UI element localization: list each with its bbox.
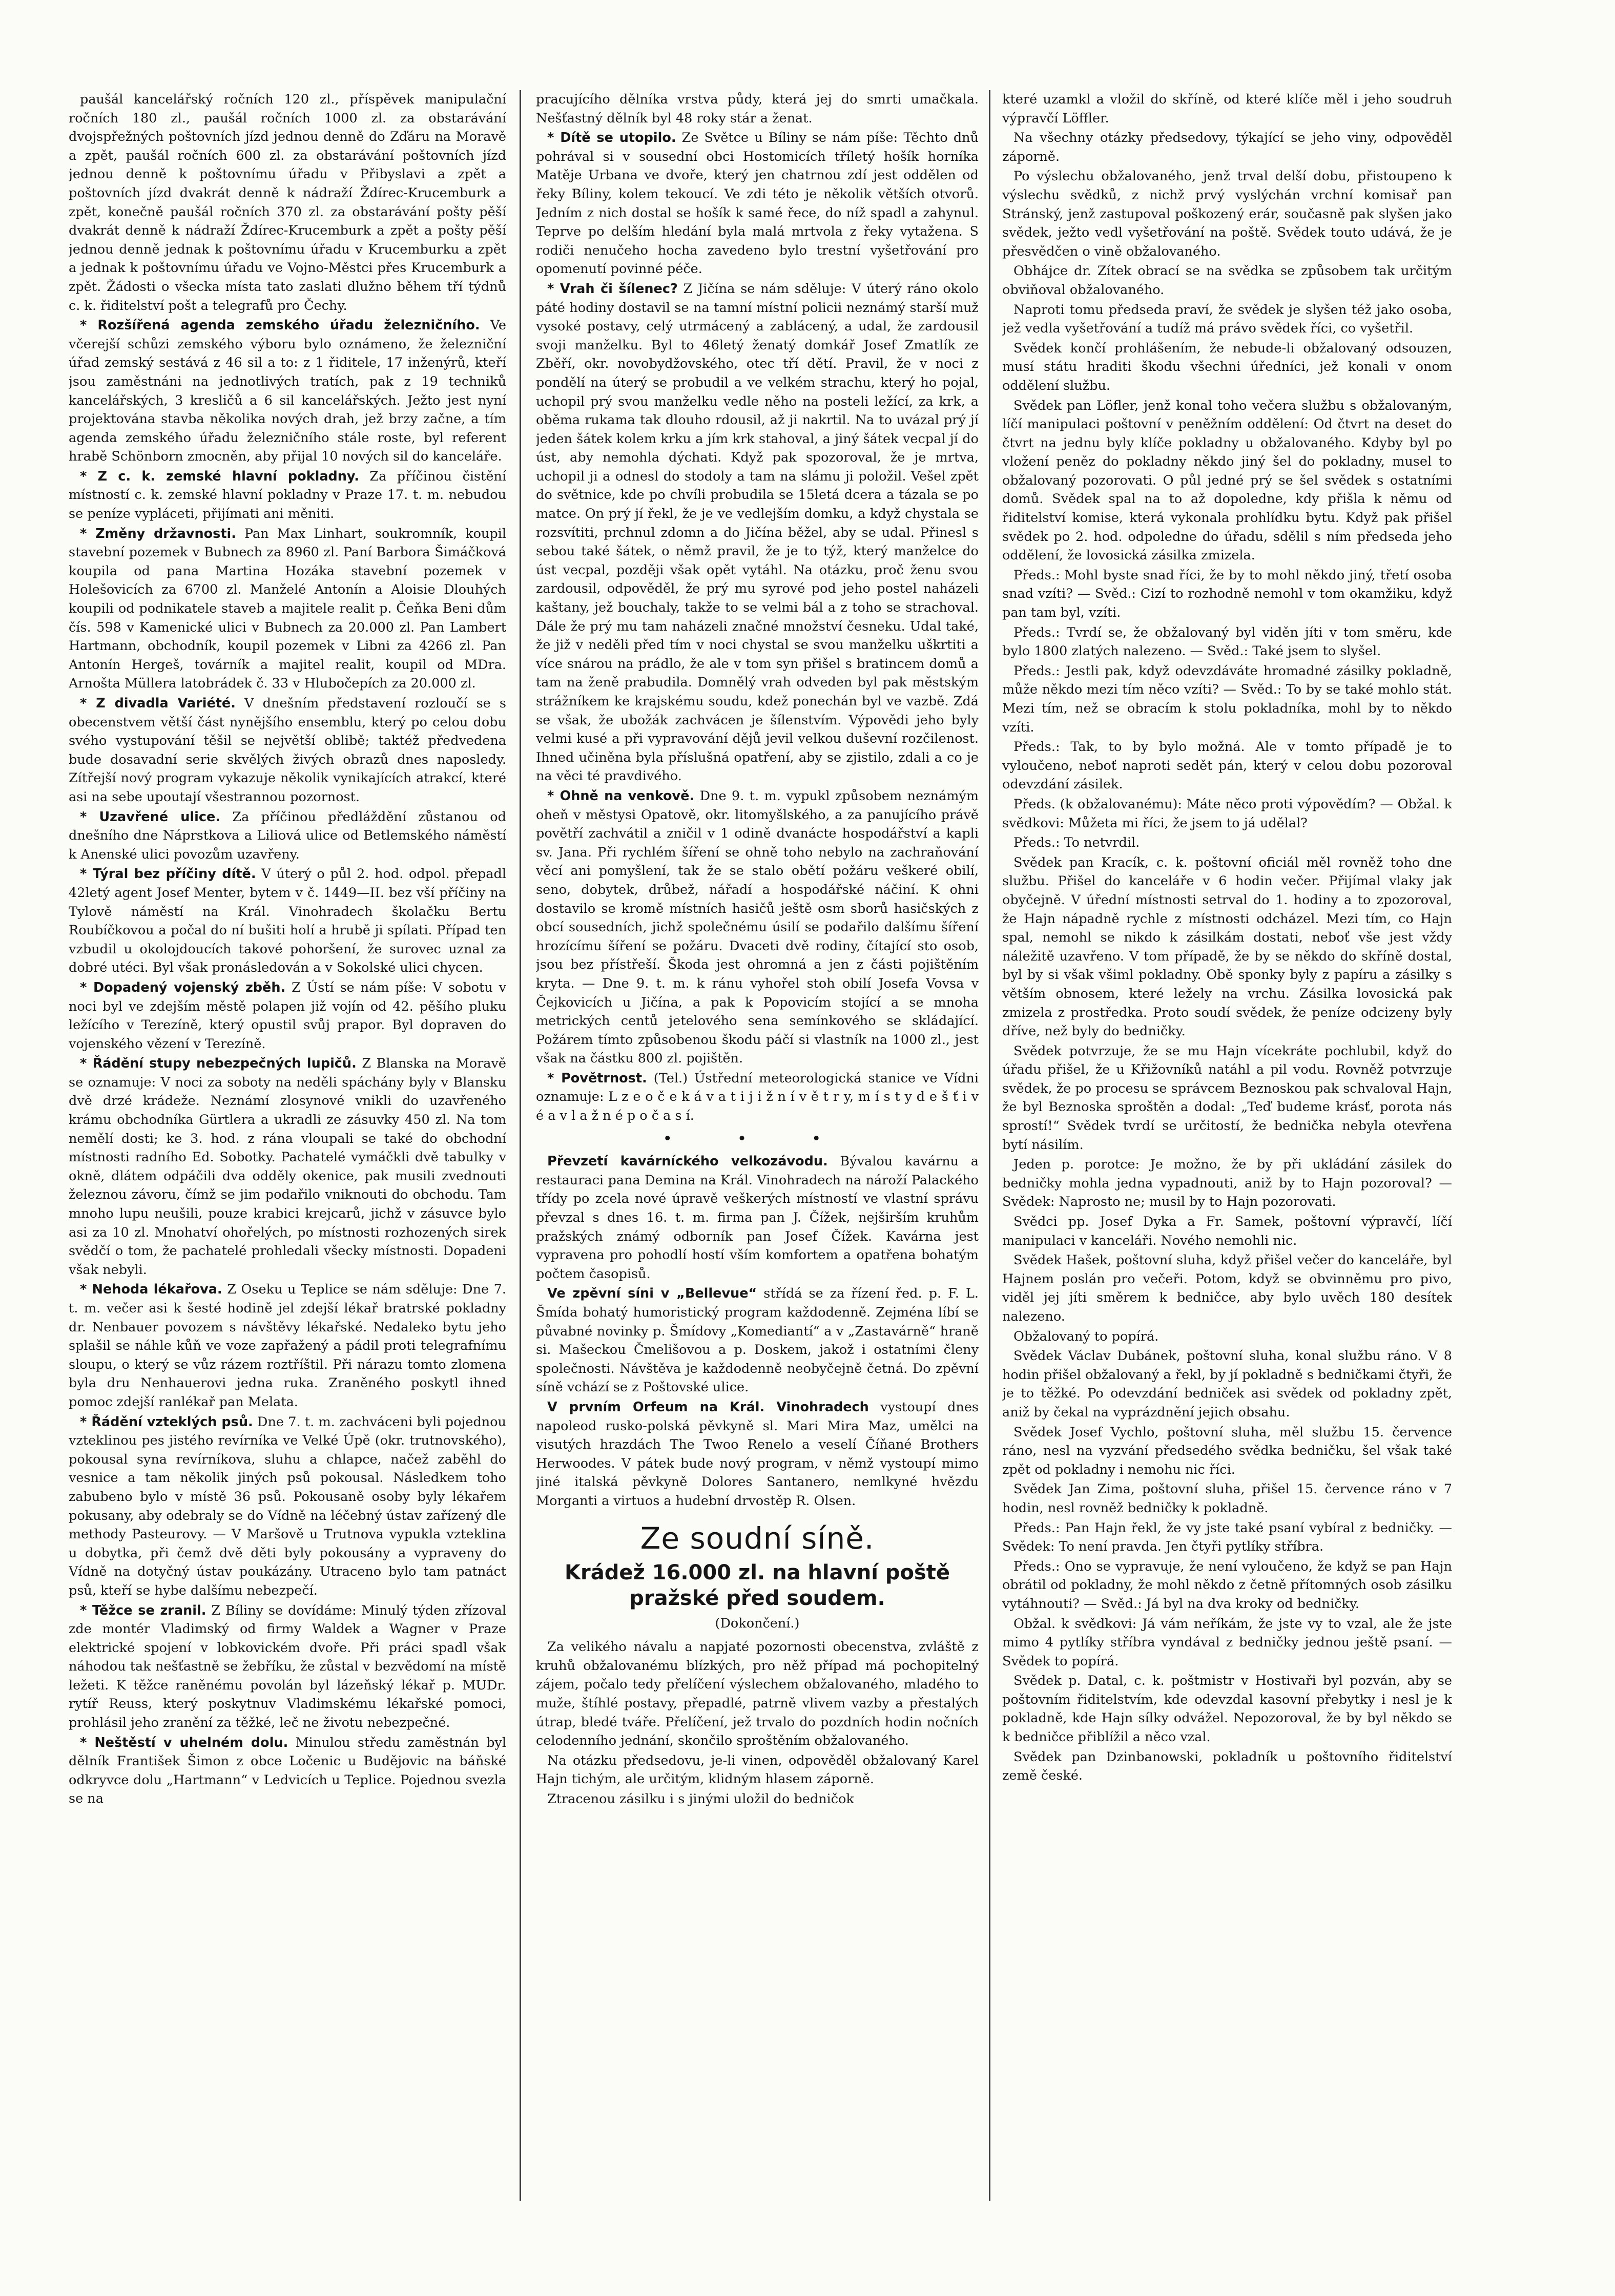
article-paragraph xyxy=(69,978,506,1053)
article-heading: Převzetí kavárníckého velkozávodu. xyxy=(547,1154,828,1170)
article-paragraph xyxy=(1002,1251,1452,1326)
article-text: Dne 9. t. m. vypukl způsobem neznámým oheň v městysi Opatově, okr. litomyšlského, a za panujícího právě povětří zachvátil a zničil v 1 odině dvanácte hospodářství a kapli sv. Jana. Při rychlém šíření se ohně toho nebylo na zachraňování věcí ani pomyšlení, tak že se stalo obětí požáru veškeré obilí, seno, dobytek, drůbež, nářadí a hospodářské náčiní. K ohni dostavilo se kromě místních hasičů ještě osm sborů hasičských z obcí sousedních, jichž společnému úsilí se podařilo dalšímu šíření hrozícímu šíření se požáru. Dvaceti dvě rodiny, čítající sto osob, jsou bez přístřeší. Škoda jest ohromná a jen z části pojištěním kryta. — Dne 9. t. m. k ránu vyhořel stoh obilí Josefa Vovsa v Čejkovicích u Jičína, a pak k Popovicím stojící a se mnoha metrických centů jetelového sena semínkového se skládající. Požárem tímto způsobenou škodu páčí si vlastník na 1000 zl., jest však na částku 800 zl. pojištěn. xyxy=(536,788,979,1067)
article-paragraph xyxy=(536,1398,979,1511)
article-paragraph xyxy=(69,865,506,977)
article-paragraph xyxy=(1002,566,1452,622)
article-text: Ze Světce u Bíliny se nám píše: Těchto dnů pohrával si v sousední obci Hostomicích tříletý hošík horníka Matěje Urbana ve dvoře, který jen chatrnou zdí jest oddělen od řeky Bíliny, kolem tekoucí. Ve zdi této je několik větších otvorů. Jedním z nich dostal se hošík k samé řece, do níž spadl a zahynul. Teprve po delším hledání byla malá mrtvola z řeky vytažena. S rodiči nenučeho hocha zavedeno bylo trestní vyšetřování pro opomenutí povinné péče. xyxy=(536,130,979,277)
article-text: Obhájce dr. Zítek obrací se na svědka se způsobem tak určitým obviňoval obžalovaného. xyxy=(1002,263,1452,298)
article-text: Pan Max Linhart, soukromník, koupil stavební pozemek v Bubnech za 8960 zl. Paní Barbora Šimáčková koupila od pana Martina Hozáka stavební pozemek v Holešovicích za 6700 zl. Manželé Antonín a Aloisie Dlouhých koupili od podnikatele staveb a majitele realit p. Čeňka Beni dům čís. 598 v Kamenické ulici v Bubnech za 20.000 zl. Pan Lambert Hartmann, obchodník, koupil pozemek v Libni za 4266 zl. Pan Antonín Hergeš, továrník a majitel realit, koupil od MDra. Arnošta Müllera latobrádek č. 33 v Hlubočepích za 20.000 zl. xyxy=(69,526,506,692)
article-text: Dne 7. t. m. zachváceni byli pojednou vzteklinou pes jistého revírníka ve Velké Úpě (okr. trutnovského), pokousal syna revírníkova, sluhu a chlapce, načež zaběhl do vesnice a tam několik jiných psů pokousal. Následkem toho zabubeno bylo v místě 36 psů. Pokousaně osoby byly lékařem pokusany, aby odebraly se do Vídně na léčebný ústav zařízený dle methody Pasteurovy. — V Maršově u Trutnova vypukla vzteklina u dobytka, při čemž dvě děti byly pokousány a vypraveny do Vídně na dotyčný ústav poukázány. Utraceno bylo tam patnáct psů, kteří se hybe dalšímu nebezpečí. xyxy=(69,1414,506,1598)
article-text: Na všechny otázky předsedovy, týkající se jeho viny, odpověděl záporně. xyxy=(1002,130,1452,164)
article-paragraph xyxy=(1002,1615,1452,1671)
article-text: pracujícího dělníka vrstva půdy, která jej do smrti umačkala. Nešťastný dělník byl 48 roky stár a ženat. xyxy=(536,92,979,126)
article-text: Svědek potvrzuje, že se mu Hajn vícekráte pochlubil, když do úřadu přišel, že u Křižovníků natáhl a pil vodu. Rovněž potvrzuje svědek, že po procesu se správcem Beznoskou pak schvaloval Hajn, že byl Beznoska sproštěn a dodal: „Teď budeme krásť, porota nás sprostí!“ Svědek tvrdí se určitostí, že bednička nebyla otevřena bytí násilím. xyxy=(1002,1043,1452,1153)
article-text: Svědek p. Datal, c. k. poštmistr v Hostivaři byl pozván, aby se poštovním řiditelstvím, kde odevzdal kasovní přebytky i nesl je k pokladně, kde Hajn sílky odvážel. Nepozoroval, že by byl někdo se k bedničce přiblížil a něco vzal. xyxy=(1002,1673,1452,1745)
article-text: Naproti tomu předseda praví, že svědek je slyšen též jako osoba, jež vedla vyšetřování a tudíž má právo svědek říci, co vyšetřil. xyxy=(1002,302,1452,337)
article-text: Svědek Josef Vychlo, poštovní sluha, měl službu 15. července ráno, nesl na vyzvání předsedého svědka bedničku, šel však také zpět od pokladny i nemohu nic říci. xyxy=(1002,1424,1452,1477)
article-heading: * Řádění stupy nebezpečných lupičů. xyxy=(80,1056,357,1072)
article-text: Předs.: Tak, to by bylo možná. Ale v tomto případě je to vyloučeno, neboť naproti sedět pán, který v celou dobu pozoroval odevzdání zásilek. xyxy=(1002,739,1452,792)
article-paragraph xyxy=(1002,623,1452,661)
article-paragraph xyxy=(69,316,506,466)
article-text: Svědek končí prohlášením, že nebude-li obžalovaný odsouzen, musí státu hraditi škodu všechni úředníci, jež konali v onom oddělení službu. xyxy=(1002,340,1452,393)
article-text: Po výslechu obžalovaného, jenž trval delší dobu, přistoupeno k výslechu svědků, z nichž prvý vyslýchán vrchní komisař pan Stránský, jenž zastupoval poškozený erár, současně pak slyšen jako svědek, ježto vedl vyšetřování na poště. Svědek touto udává, že je přesvědčen o vině obžalovaného. xyxy=(1002,169,1452,259)
article-paragraph xyxy=(536,90,979,128)
article-text: V úterý o půl 2. hod. odpol. přepadl 42letý agent Josef Menter, bytem v č. 1449—II. bez vší příčiny na Tylově náměstí na Král. Vinohradech školačku Bertu Roubíčkovou a počal do ní bušiti holí a hrubě ji spílati. Případ ten vzbudil u okolojdoucích takové pohoršení, že surovec uznal za dobré utéci. Byl však pronásledován a v Sokolské ulici chycen. xyxy=(69,866,506,976)
article-text: Ztracenou zásilku i s jinými uložil do bedničok xyxy=(547,1791,854,1807)
article-text: Za příčinou předláždění zůstanou od dnešního dne Náprstkova a Liliová ulice od Betlemského náměstí k Anenské ulici povozům uzavřeny. xyxy=(69,809,506,862)
article-heading: * Dopadený vojenský zběh. xyxy=(80,979,286,995)
article-text: Z Bíliny se dovídáme: Minulý týden zřízoval zde montér Vladimský od firmy Waldek a Wagner v Praze elektrické spojení v lobkovickém dvoře. Při práci spadl však náhodou tak nešťastně se žebříku, že zůstal v bezvědomí na místě ležeti. K těžce raněnému povolán byl lázeňský lékař p. MUDr. rytíř Reuss, který poskytnuv Vladimskému lékařské pomoci, prohlásil jeho zranění za těžké, leč ne životu nebezpečné. xyxy=(69,1602,506,1731)
article-paragraph xyxy=(1002,1213,1452,1250)
article-paragraph xyxy=(1002,1672,1452,1746)
article-text: Svědek pan Dzinbanowski, pokladník u poštovního řiditelství země české. xyxy=(1002,1749,1452,1784)
column-middle xyxy=(536,90,979,2201)
article-paragraph xyxy=(1002,795,1452,832)
article-text: Předs.: Mohl byste snad říci, že by to mohl někdo jiný, třetí osoba snad vzíti? — Svěd.: Cizí to rozhodně nemohl v tom okamžiku, když pan tam byl, vzíti. xyxy=(1002,567,1452,621)
article-heading: V prvním Orfeum na Král. Vinohradech xyxy=(547,1399,869,1415)
column-rule xyxy=(989,90,990,2201)
article-text: Předs.: Pan Hajn řekl, že vy jste také psaní vybíral z bedničky. — Svědek: To není pravda. Jen čtyři pytlíky stříbra. xyxy=(1002,1520,1452,1555)
article-paragraph xyxy=(1002,1347,1452,1422)
article-paragraph xyxy=(1002,1423,1452,1479)
separator-dots: • • • xyxy=(663,1131,852,1146)
article-heading: * Uzavřené ulice. xyxy=(80,809,221,825)
article-heading: * Dítě se utopilo. xyxy=(547,130,676,146)
article-paragraph xyxy=(536,280,979,786)
article-paragraph xyxy=(1002,662,1452,737)
article-text: (Tel.) Ústřední meteorologická stanice ve Vídni oznamuje: L z e o č e k á v a t i j i ž n í v ě t r y, m í s t y d e š ť i v é a v l a ž n é p o č a s í. xyxy=(536,1070,979,1124)
article-paragraph xyxy=(69,1601,506,1733)
article-heading: * Změny državnosti. xyxy=(80,526,236,541)
article-heading: * Neštěstí v uhelném dolu. xyxy=(80,1735,288,1750)
article-text: Svědci pp. Josef Dyka a Fr. Samek, poštovní výpravčí, líčí manipulaci v kanceláři. Nového nemohli nic. xyxy=(1002,1214,1452,1248)
article-text: Za velikého návalu a napjaté pozornosti obecenstva, zvláště z kruhů obžalovanému blízkých, pro něž případ má pochopitelný zájem, počalo tedy přelíčení výslechem obžalovaného, mladého to muže, štíhlé postavy, přepadlé, patrně vlivem vazby a přestalých útrap, bledé tváře. Přelíčení, jež trvalo do pozdních hodin nočních celodenního jednání, skončilo sproštěním obžalovaného. xyxy=(536,1639,979,1749)
article-text: Svědek Hašek, poštovní sluha, když přišel večer do kanceláře, byl Hajnem poslán pro večeři. Potom, když se obvinněmu pro pivo, viděl jej jíti směrem k bedničce, aby bylo uvěch 180 desítek nalezeno. xyxy=(1002,1253,1452,1324)
article-text: Za příčinou čistění místností c. k. zemské hlavní pokladny v Praze 17. t. m. nebudou se peníze vypláceti, přijímati ani měniti. xyxy=(69,468,506,522)
article-paragraph xyxy=(69,808,506,864)
article-paragraph xyxy=(1002,396,1452,565)
article-text: Svědek Václav Dubánek, poštovní sluha, konal službu ráno. V 8 hodin přišel obžalovaný a řekl, by jí pokladně s bedničkami čtyři, že je to těžké. Po odevzdání bedniček asi svědek od pokladny zpět, aniž by čekal na vyprázdnění jejich obsahu. xyxy=(1002,1348,1452,1420)
article-paragraph xyxy=(536,787,979,1068)
article-paragraph xyxy=(1002,1480,1452,1517)
article-text: které uzamkl a vložil do skříně, od které klíče měl i jeho soudruh výpravčí Löffler. xyxy=(1002,92,1452,126)
article-heading: * Ohně na venkově. xyxy=(547,788,695,804)
article-heading: * Rozšířená agenda zemského úřadu železničního. xyxy=(80,318,480,333)
article-text: Na otázku předsedovu, je-li vinen, odpověděl obžalovaný Karel Hajn tichým, ale určitým, klidným hlasem záporně. xyxy=(536,1752,979,1787)
article-text: Z Ústí se nám píše: V sobotu v noci byl ve zdejším městě polapen již vojín od 42. pěšího pluku ležícího v Terezíně, který opustil svůj prapor. Byl dopraven do vojenského vězení v Terezíně. xyxy=(69,979,506,1052)
article-paragraph xyxy=(69,1054,506,1279)
article-paragraph xyxy=(1002,853,1452,1041)
article-text: Předs.: To netvrdil. xyxy=(1013,835,1140,851)
article-paragraph xyxy=(1002,1519,1452,1556)
article-paragraph xyxy=(1002,1748,1452,1785)
article-paragraph xyxy=(536,1069,979,1125)
article-paragraph xyxy=(1002,1327,1452,1346)
article-text: střídá se za řízení řed. p. F. L. Šmída bohatý humoristický program každodenně. Zejména líbí se půvabné novinky p. Šmídovy „Komediantí“ a v „Zastavárně“ hraně si. Mašeckou Čmelišovou a p. Doskem, jakož i ostatními členy společnosti. Návštěva je každodenně neobyčejně četná. Do zpěvní síně vchází se z Poštovské ulice. xyxy=(536,1286,979,1395)
column-rule xyxy=(520,90,521,2201)
article-paragraph xyxy=(1002,301,1452,338)
article-text: Svědek pan Löfler, jenž konal toho večera službu s obžalovaným, líčí manipulaci poštovní v peněžním oddělení: Od čtvrt na deset do čtvrt na jednu byly klíče pokladny u obžalovaného. Kdyby byl po vložení peněz do pokladny někdo jiný šel do pokladny, musel to obžalovaný pozorovati. O půl jedné prý se šel svědek s ostatními domů. Svědek spal na to až dopoledne, kdy přišla k němu od řiditelství komise, která vykonala prohlídku bytu. Když pak přišel svědek po 2. hod. odpoledne do úřadu, sdělil s ním předseda jeho oddělení, že lovosická zásilka zmizela. xyxy=(1002,398,1452,563)
article-text: Obžal. k svědkovi: Já vám neříkám, že jste vy to vzal, ale že jste mimo 4 pytlíky stříbra vyndával z bedničky jednou ještě psaní. — Svědek to popírá. xyxy=(1002,1616,1452,1669)
article-paragraph xyxy=(1002,129,1452,166)
column-left xyxy=(69,90,506,2201)
article-paragraph xyxy=(1002,1042,1452,1155)
article-text: Minulou středu zaměstnán byl dělník František Šimon z obce Ločenic u Budějovic na báňské odkryvce dolu „Hartmann“ v Ledvicích u Teplice. Pojednou svezla se na xyxy=(69,1735,506,1807)
section-heading: Ze soudní síně. xyxy=(640,1520,875,1556)
article-text: Obžalovaný to popírá. xyxy=(1013,1328,1159,1344)
article-text: Svědek Jan Zima, poštovní sluha, přišel 15. července ráno v 7 hodin, nesl rovněž bedničky k pokladně. xyxy=(1002,1481,1452,1516)
article-heading: * Z divadla Variété. xyxy=(80,696,236,711)
article-headline: Krádež 16.000 zl. na hlavní poště pražské před soudem. xyxy=(564,1560,950,1610)
article-text: V dnešním představení rozloučí se s obecenstvem větší část nynějšího ensemblu, který po celou dobu svého vystupování těšil se největší oblibě; taktéž předvedena bude dosavadní serie skvělých živých obrazů dnes naposledy. Zítřejší nový program vykazuje několik vynikajících atrakcí, které asi na sebe upoutají všestrannou pozornost. xyxy=(69,696,506,805)
article-paragraph xyxy=(69,1280,506,1411)
article-text: Ve včerejší schůzi zemského výboru bylo oznámeno, že železniční úřad zemský sestává z 46 sil a to: z 1 řiditele, 17 inženýrů, kteří jsou zaměstnáni na jednotlivých tratích, pak z 19 techniků kancelářských, 3 kresličů a 6 sil kancelářských. Ježto jest nyní projektována stavba několika nových drah, jež brzy začne, a tím agenda zemského úřadu železničního stále roste, byl referent hrabě Schönborn zmocněn, aby přijal 10 nových sil do kanceláře. xyxy=(69,318,506,465)
article-text: paušál kancelářský ročních 120 zl., příspěvek manipulační ročních 180 zl., paušál ročních 1000 zl. za obstarávání dvojspřežných poštovních jízd jednou denně do Zďáru na Moravě a zpět, paušál ročních 600 zl. za obstarávání poštovních jízd jednou denně k poštovnímu úřadu v Přibyslavi a zpět a poštovních jízd dvakrát denně k nádraží Ždírec-Krucemburk a zpět, konečně paušál ročních 370 zl. za obstarávání pošty pěší dvakrát denně k nádraží Ždírec-Krucemburk a zpět a pošty pěší jednou denně jednak k poštovnímu úřadu v Krucemburku a zpět a jednak k poštovnímu úřadu ve Vojno-Městci přes Krucemburk a zpět. Žádosti o všecka místa tato zaslati dlužno během tří týdnů c. k. řiditelství pošt a telegrafů pro Čechy. xyxy=(69,92,506,314)
article-text: Svědek pan Kracík, c. k. poštovní oficiál měl rovněž toho dne službu. Přišel do kanceláře v 6 hodin večer. Přijímal vlaky jak obyčejně. V úřední místnosti setrval do 1. hodiny a to zpozoroval, že Hajn nápadně rychle z místnosti odcházel. Mezi tím, co Hajn spal, nemohl se nikdo k zásilkám dostati, neboť vše jest vždy náležitě uzavřeno. V tom případě, že by se někdo do skříně dostal, byl by si však všiml pokladny. Obě sponky byly z papíru a zásilky s větším obnosem, které ležely na vrchu. Zásilka lovosická pak zmizela z prostředka. Proto soudí svědek, že peníze odcizeny byly dříve, než byly do bedničky. xyxy=(1002,854,1452,1039)
article-paragraph xyxy=(69,90,506,315)
article-text: Z Jičína se nám sděluje: V úterý ráno okolo páté hodiny dostavil se na tamní místní policii neznámý starší muž vysoké postavy, celý utrmácený a zablácený, a udal, že zardousil svoji manželku. Byl to 46letý ženatý domkář Josef Zmatlík ze Zběří, okr. novobydžovského, otec tří dětí. Pravil, že v noci z pondělí na úterý se probudil a ve velkém strachu, který ho pojal, uchopil prý svou manželku vedle něho na posteli ležící, za krk, a oběma rukama tak dlouho rdousil, až ji nakrtil. Na to uvázal prý jí jeden šátek kolem krku a jím krk stahoval, a jiný šátek vecpal jí do úst, aby nemohla dýchati. Když pak spozoroval, že je mrtva, uchopil ji a odnesl do stodoly a tam na slámu ji položil. Vešel zpět do světnice, kde po chvíli probudila se 15letá dcera a tázala se po matce. On prý jí řekl, že je ve vedlejším domku, a když chystala se rozsvítiti, prchnul zdomn a do Jičína běžel, aby se udal. Přinesl s sebou také šátek, o němž pravil, že je to týž, který manželce do úst vecpal, později však opět vytáhl. Na otázku, proč ženu svou zardousil, odpověděl, že prý mu syrové pod jeho postel naházeli kaštany, jež bouchaly, takže to se velmi bál a z toho se strachoval. Dále že prý mu tam naházeli značné množství česneku. Udal také, že již v neděli před tím v noci chystal se svou manželku uškrtiti a více snárou na prádlo, že ale v tom syn přišel s bratincem domů a tam na ženě prabudila. Domnělý vrah odveden byl pak městským strážníkem ke krajskému soudu, kdež ponechán byl ve vazbě. Zdá se však, že ubožák zachvácen je šílenstvím. Výpovědi jeho byly velmi kusé a při vypravování dějů jevil velkou duševní rozčilenost. Ihned učiněna byla příslušná opatření, aby se zjistilo, zdali a co je na věci té pravdivého. xyxy=(536,281,979,784)
article-heading: Ve zpěvní síni v „Bellevue“ xyxy=(547,1286,757,1302)
continuation-note: (Dokončení.) xyxy=(715,1615,800,1631)
article-paragraph xyxy=(536,129,979,279)
article-paragraph xyxy=(69,525,506,693)
column-right xyxy=(1002,90,1452,2201)
article-paragraph xyxy=(69,1413,506,1600)
article-paragraph xyxy=(69,467,506,524)
article-text: Z Oseku u Teplice se nám sděluje: Dne 7. t. m. večer asi k šesté hodině jel zdejší lékař bratrské pokladny dr. Nenbauer povozem s návštěvy lékařské. Nedaleko bytu jeho splašil se náhle kůň ve voze zapřažený a pádil proti telegrafnímu sloupu, o který se vůz rázem roztříštil. Při nárazu tomto zlomena byla dru Nenhauerovi jedna ruka. Zraněného poskytl ihned pomoc zdejší ranlékař pan Melata. xyxy=(69,1282,506,1410)
article-paragraph xyxy=(1002,833,1452,852)
article-paragraph xyxy=(1002,1155,1452,1212)
article-text: Předs. (k obžalovanému): Máte něco proti výpovědím? — Obžal. k svědkovi: Můžeta mi říci, že jsem to já udělal? xyxy=(1002,796,1452,831)
article-paragraph xyxy=(536,1790,979,1809)
article-paragraph xyxy=(1002,339,1452,395)
article-heading: * Nehoda lékařova. xyxy=(80,1282,222,1298)
article-paragraph xyxy=(69,1734,506,1808)
article-heading: * Těžce se zranil. xyxy=(80,1602,206,1618)
article-paragraph xyxy=(536,1638,979,1750)
article-paragraph xyxy=(1002,167,1452,261)
article-paragraph xyxy=(536,1284,979,1397)
article-text: Předs.: Ono se vypravuje, že není vyloučeno, že když se pan Hajn obrátil od pokladny, že mohl někdo z četně přítomných osob zásilku vytáhnouti? — Svěd.: Já byl na dva kroky od bedničky. xyxy=(1002,1558,1452,1612)
article-paragraph xyxy=(1002,1557,1452,1614)
article-text: Předs.: Tvrdí se, že obžalovaný byl viděn jíti v tom směru, kde bylo 1800 zlatých nalezeno. — Svěd.: Také jsem to slyšel. xyxy=(1002,624,1452,659)
article-paragraph xyxy=(1002,90,1452,128)
article-paragraph xyxy=(536,1152,979,1283)
article-paragraph xyxy=(1002,262,1452,299)
article-heading: * Vrah či šílenec? xyxy=(547,281,678,297)
article-heading: * Povětrnost. xyxy=(547,1070,647,1086)
newspaper-page xyxy=(69,90,1452,2201)
article-text: Jeden p. porotce: Je možno, že by při ukládání zásilek do bedničky mohla jedna vypadnouti, aniž by to Hajn pozoroval? — Svědek: Naprosto ne; musil by to Hajn pozorovati. xyxy=(1002,1157,1452,1210)
article-text: vystoupí dnes napoleod rusko-polská pěvkyně sl. Mari Mira Maz, umělci na visutých hrazdách The Twoo Renelo a veselí Číňané Brothers Herwoodes. V pátek bude nový program, v němž vystoupí mimo jiné italská pěvkyně Dolores Santanero, nemlkyné hvězdu Morganti a virtuos a hudební drvostěp R. Olsen. xyxy=(536,1399,979,1509)
article-paragraph xyxy=(536,1751,979,1789)
article-heading: * Řádění vzteklých psů. xyxy=(80,1414,253,1430)
article-text: Předs.: Jestli pak, když odevzdáváte hromadné zásilky pokladně, může někdo mezi tím něco vzíti? — Svěd.: To by se také mohlo stát. Mezi tím, než se obracím k stolu pokladníka, mohl by to někdo vzíti. xyxy=(1002,663,1452,735)
article-text: Bývalou kavárnu a restauraci pana Demina na Král. Vinohradech na nároží Palackého třídy po zcela nové úpravě veškerých místností ve vlastní správu převzal s dnes 16. t. m. firma pan J. Čížek, nejširším kruhům pražských známý odborník pan Josef Čížek. Kavárna jest vypravena pro pohodlí hostí vším komfortem a opatřena bohatým počtem časopisů. xyxy=(536,1154,979,1282)
article-heading: * Z c. k. zemské hlavní pokladny. xyxy=(80,468,359,484)
article-paragraph xyxy=(1002,738,1452,794)
article-paragraph xyxy=(69,694,506,807)
article-text: Z Blanska na Moravě se oznamuje: V noci za soboty na neděli spáchány byly v Blansku dvě drzé krádeže. Neznámí zlosynové vnikli do uzavřeného krámu obchodníka Gürtlera a ukradli ze zásuvky 450 zl. Na tom nemělí dosti; ke 3. hod. z rána vloupali se také do obchodní místnosti radního Ed. Sobotky. Pachatelé vymáčkli dvě tabulky v okně, dlátem odpáčili dva odděly okenice, pak musili zvednouti železnou závoru, čímž se jim podařilo vniknouti do obchodu. Tam mnoho lupu neušili, pouze krabici krejcarů, jichž v zásuvce bylo asi za 10 zl. Mnohatví ohořelých, po místnosti rozhozených sirek svědčí o tom, že pachatelé prohledali všecky místnosti. Dopadeni však nebyli. xyxy=(69,1056,506,1278)
article-heading: * Týral bez příčiny dítě. xyxy=(80,866,256,882)
